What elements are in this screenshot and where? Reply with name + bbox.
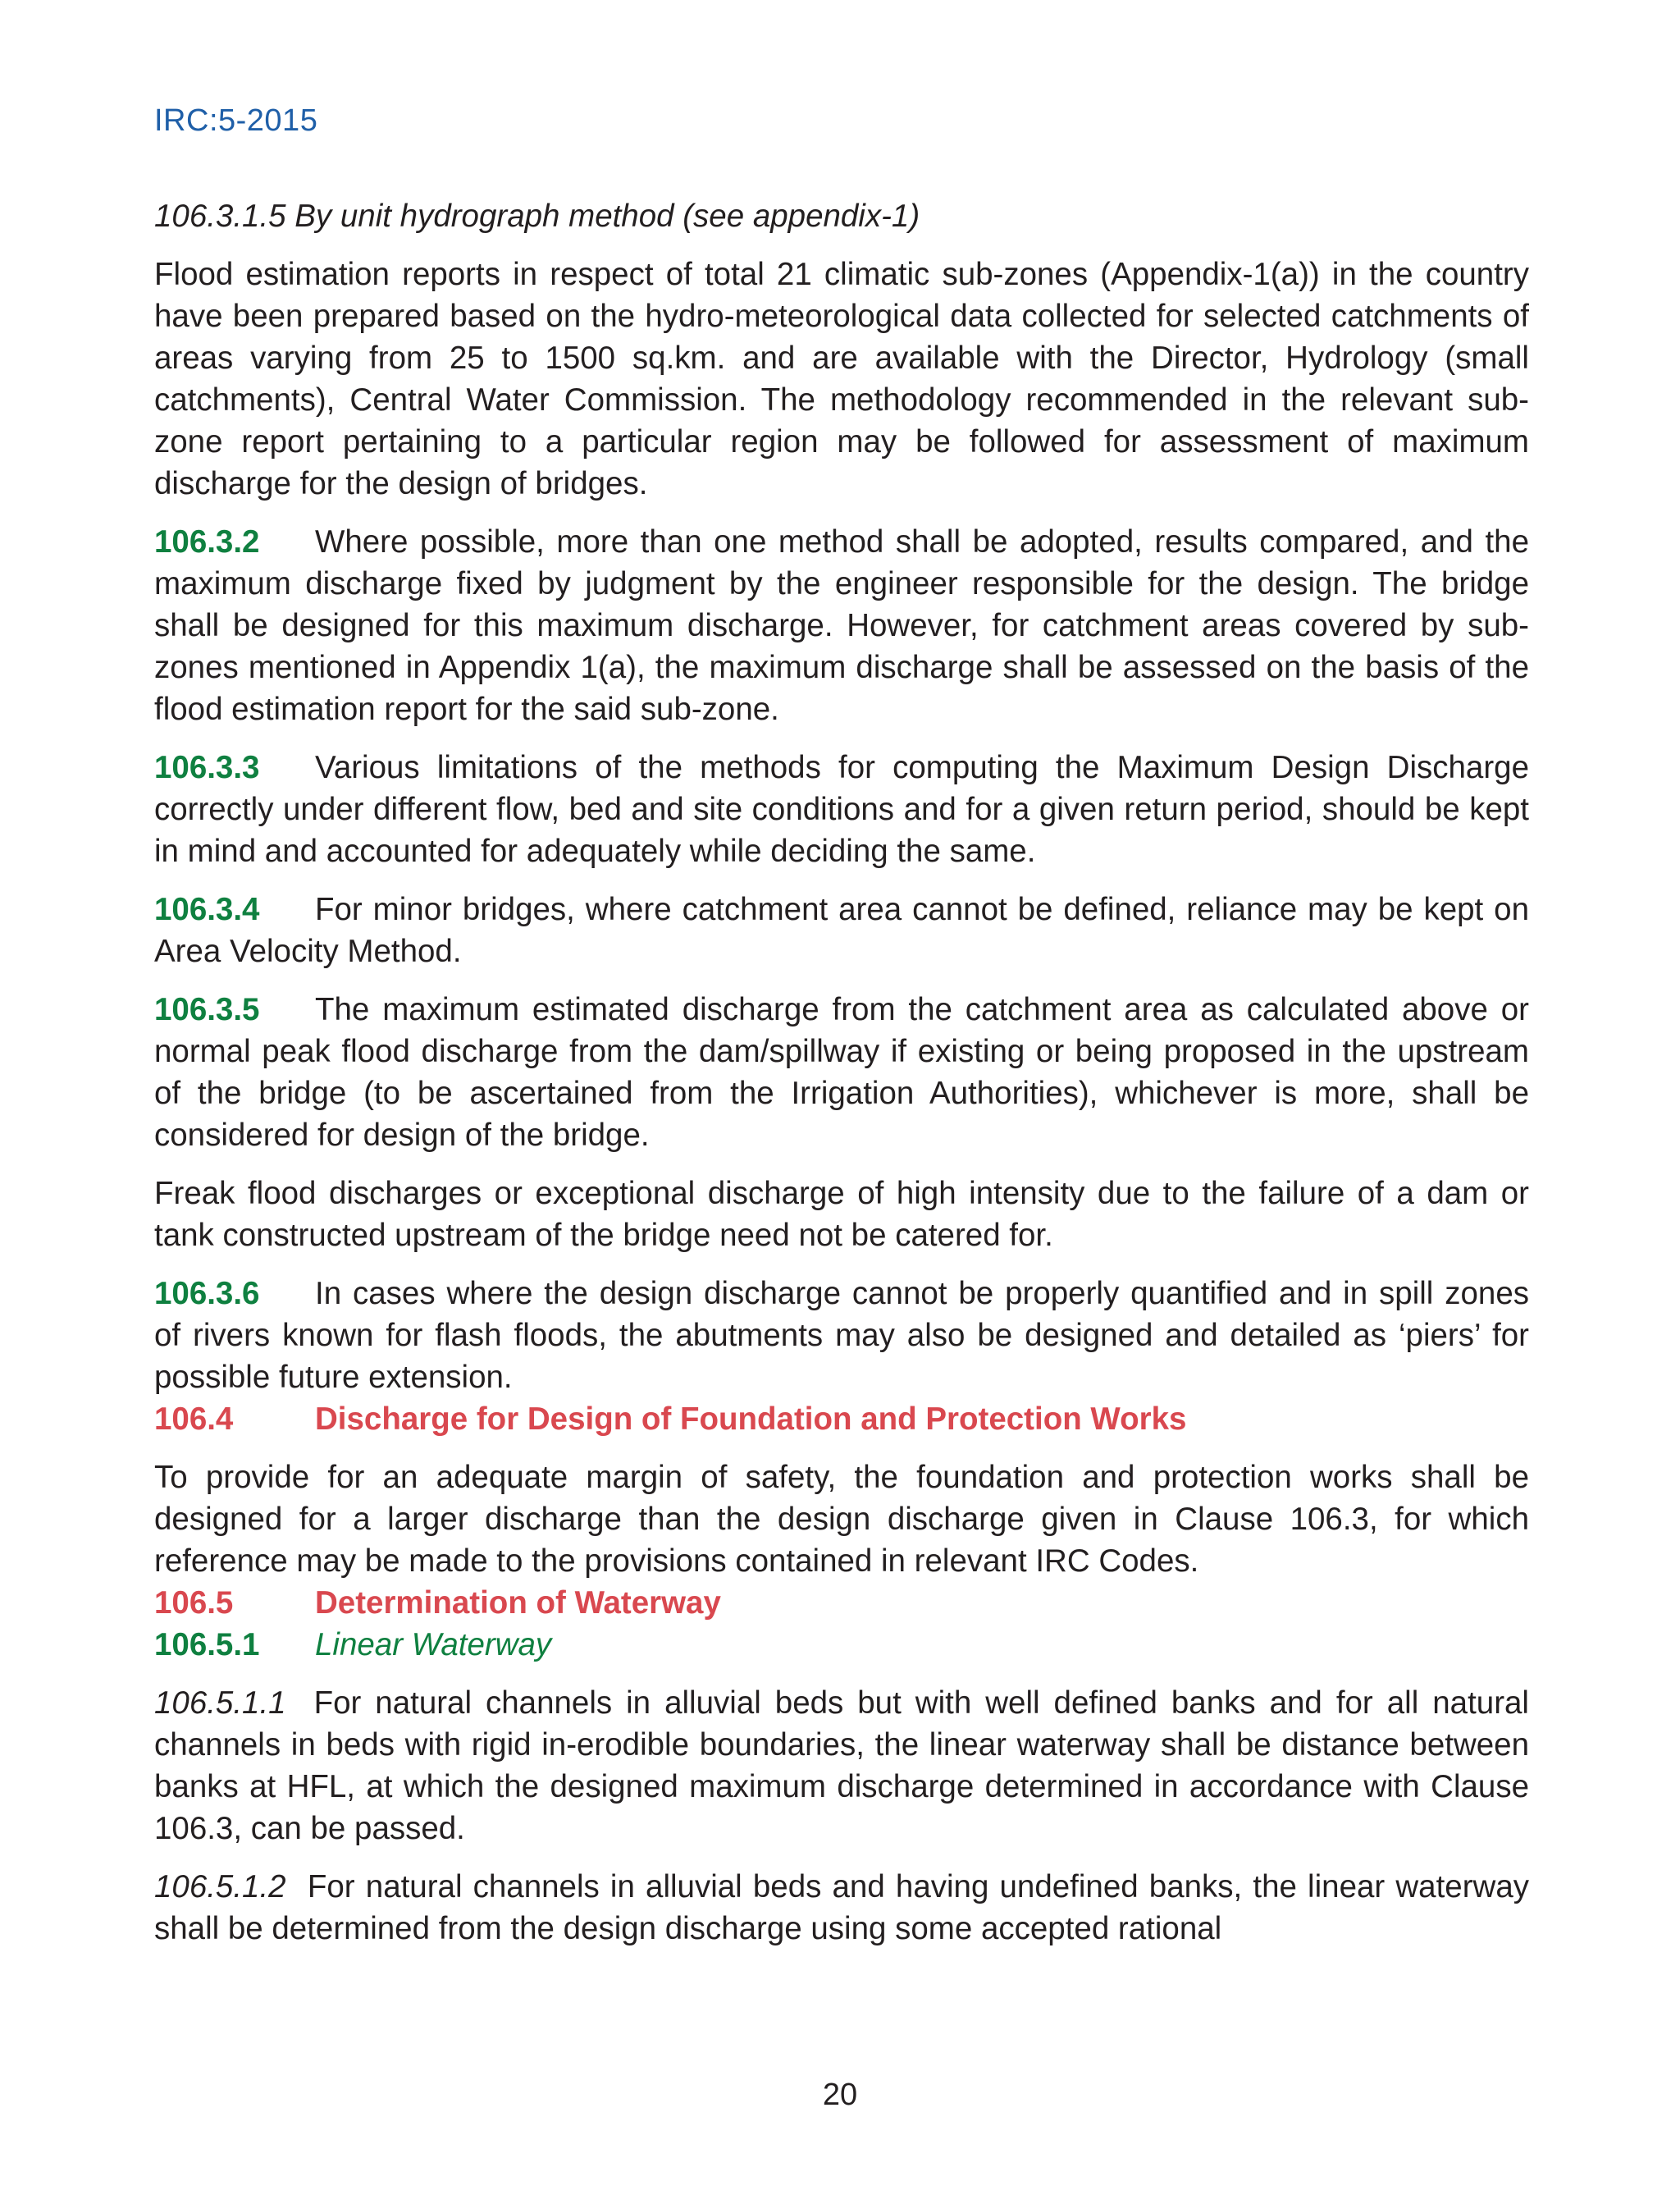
subsection-title: Linear Waterway [315,1627,552,1662]
clause-106-3-3 [154,747,1529,872]
subsection-number: 106.5.1 [154,1627,260,1662]
section-title: Discharge for Design of Foundation and Protection Works [315,1401,1187,1437]
clause-number: 106.5.1.2 [154,1869,286,1904]
clause-number: 106.3.6 [154,1276,260,1311]
clause-text: For minor bridges, where catchment area cannot be defined, reliance may be kept on Area Velocity Method. [154,892,1529,969]
clause-text: In cases where the design discharge cannot be properly quantified and in spill zones of rivers known for flash floods, the abutments may also be designed and detailed as ‘piers’ for possible future extension. [154,1276,1529,1395]
clause-text: Various limitations of the methods for computing the Maximum Design Discharge correctly under different flow, bed and site conditions and for a given return period, should be kept in mind and accounted for adequately while deciding the same. [154,750,1529,869]
section-title: Determination of Waterway [315,1585,721,1621]
clause-106-5-1-1 [154,1682,1529,1849]
clause-106-3-4 [154,889,1529,972]
clause-text: For natural channels in alluvial beds but with well defined banks and for all natural channels in beds with rigid in-erodible boundaries, the linear waterway shall be distance between banks at HFL, at which the designed maximum discharge determined in accordance with Clause 106.3, can be passed. [154,1685,1529,1846]
clause-text: For natural channels in alluvial beds and having undefined banks, the linear waterway shall be determined from the design discharge using some accepted rational [154,1869,1529,1946]
clause-number: 106.3.3 [154,750,260,785]
clause-106-3-5-continued: Freak flood discharges or exceptional discharge of high intensity due to the failure of a dam or tank constructed upstream of the bridge need not be catered for. [154,1176,1529,1253]
clause-number: 106.3.4 [154,892,260,927]
clause-text: The maximum estimated discharge from the catchment area as calculated above or normal peak flood discharge from the dam/spillway if existing or being proposed in the upstream of the bridge (to be ascertained from the Irrigation Authorities), whichever is more, shall be considered for design of the bridge. [154,992,1529,1153]
clause-106-5-1-2 [154,1866,1529,1950]
section-number: 106.5 [154,1585,234,1621]
page-number: 20 [822,2078,858,2112]
clause-106-3-2 [154,521,1529,730]
clause-106-3-1-5-heading: 106.3.1.5 By unit hydrograph method (see appendix-1) [154,199,920,234]
section-heading-106-4 [154,1398,1529,1440]
clause-number: 106.5.1.1 [154,1685,286,1721]
clause-number: 106.3.5 [154,992,260,1027]
running-head: IRC:5-2015 [154,103,318,138]
subsection-heading-106-5-1 [154,1624,1529,1666]
section-number: 106.4 [154,1401,234,1437]
clause-number: 106.3.2 [154,524,260,560]
clause-text: Where possible, more than one method shall be adopted, results compared, and the maximum discharge fixed by judgment by the engineer responsible for the design. The bridge shall be designed for this maximum discharge. However, for catchment areas covered by sub-zones mentioned in Appendix 1(a), the maximum discharge shall be assessed on the basis of the flood estimation report for the said sub-zone. [154,524,1529,727]
clause-106-3-5 [154,989,1529,1156]
clause-106-4-body: To provide for an adequate margin of safety, the foundation and protection works shall be designed for a larger discharge than the design discharge given in Clause 106.3, for which reference may be made to the provisions contained in relevant IRC Codes. [154,1460,1529,1579]
section-heading-106-5 [154,1582,1529,1624]
clause-106-3-6 [154,1273,1529,1398]
page-body [154,195,1529,1950]
clause-106-3-1-5-body: Flood estimation reports in respect of total 21 climatic sub-zones (Appendix-1(a)) in the country have been prepared based on the hydro-meteorological data collected for selected catchments of areas varying from 25 to 1500 sq.km. and are available with the Director, Hydrology (small catchments), Central Water Commission. The methodology recommended in the relevant sub-zone report pertaining to a particular region may be followed for assessment of maximum discharge for the design of bridges. [154,257,1529,501]
